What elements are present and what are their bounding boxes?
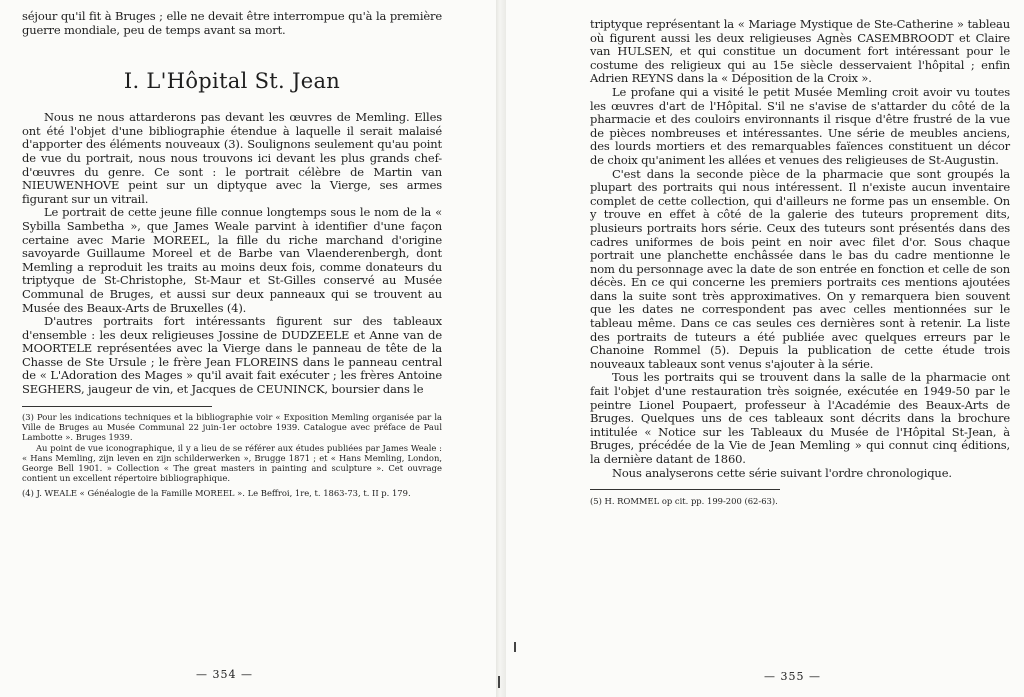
body-paragraph: Tous les portraits qui se trouvent dans la salle de la pharmacie ont fait l'objet d'une restauration très soignée, exécutée en 1949-50 par le peintre Lionel Poupaert, professeur à l'Académie des Beaux-Arts de Bruges. Quelques uns de ces tableaux sont décrits dans la brochure intitulée « Notice sur les Tableaux du Musée de l'Hôpital St-Jean, à Bruges, précédée de la Vie de Jean Memling » qui connut cinq éditions, la dernière datant de 1860. [590, 370, 1010, 466]
footnote-5: (5) H. ROMMEL op cit. pp. 199-200 (62-63). [590, 496, 778, 507]
body-paragraph: triptyque représentant la « Mariage Mystique de Ste-Catherine » tableau où figurent aussi les deux religieuses Agnès CASEMBROODT et Claire van HULSEN, et qui constitue un document fort intéressant pour le costume des religieux qui au 15e siècle desservaient l'hôpital ; enfin Adrien REYNS dans la « Déposition de la Croix ». [590, 17, 1010, 86]
chapter-title: I. L'Hôpital St. Jean [123, 69, 341, 94]
body-paragraph: Le profane qui a visité le petit Musée Memling croit avoir vu toutes les œuvres d'art de l'Hôpital. S'il ne s'avise de s'attarder du côté de la pharmacie et des couloirs environnants il risque d'être frustré de la vue de pièces nombreuses et intéressantes. Une série de meubles anciens, des lourds mortiers et des remarquables faïences constituent un décor de choix qu'animent les allées et venues des religieuses de St-Augustin. [590, 84, 1010, 167]
footnote-3-continuation: Au point de vue iconographique, il y a lieu de se référer aux études publiées par James Weale : « Hans Memling, zijn leven en zijn schilderwerken », Brugge 1871 ; et « Hans Memling, London, George Bell 1901. » Collection « The great masters in painting and sculpture ». Cet ouvrage contient un excellent répertoire bibliographique. [22, 442, 442, 484]
footnote-4: (4) J. WEALE « Généalogie de la Famille MOREEL ». Le Beffroi, 1re, t. 1863-73, t. II p. 179. [22, 487, 411, 498]
right-page [508, 0, 1024, 697]
body-paragraph: Le portrait de cette jeune fille connue longtemps sous le nom de la « Sybilla Sambetha », que James Weale parvint à identifier d'une façon certaine avec Marie MOREEL, la fille du riche marchand d'origine savoyarde Guillaume Moreel et de Barbe van Vlaenderenbergh, dont Memling a reproduit les traits au moins deux fois, comme donateurs du triptyque de St-Christophe, St-Maur et St-Gilles conservé au Musée Communal de Bruges, et aussi sur deux panneaux qui se trouvent au Musée des Beaux-Arts de Bruxelles (4). [22, 205, 442, 315]
body-paragraph: Nous ne nous attarderons pas devant les œuvres de Memling. Elles ont été l'objet d'une bibliographie étendue à laquelle il serait malaisé d'apporter des éléments nouveaux (3). Soulignons seulement qu'au point de vue du portrait, nous nous trouvons ici devant les plus grands chef-d'œuvres du genre. Ce sont : le portrait célèbre de Martin van NIEUWENHOVE peint sur un diptyque avec la Vierge, ses armes figurant sur un vitrail. [22, 110, 442, 206]
right-text-column [590, 18, 1010, 506]
left-text-column [22, 10, 442, 498]
gutter-mark [498, 676, 500, 688]
intro-text: séjour qu'il fit à Bruges ; elle ne devait être interrompue qu'à la première guerre mondiale, peu de temps avant sa mort. [22, 9, 442, 37]
footnote-3: (3) Pour les indications techniques et la bibliographie voir « Exposition Memling organisée par la Ville de Bruges au Musée Communal 22 juin-1er octobre 1939. Catalogue avec préface de Paul Lambotte ». Bruges 1939. [22, 411, 442, 443]
page-number-left: — 354 — [196, 668, 253, 681]
page-number-right: — 355 — [764, 670, 821, 683]
body-paragraph: Nous analyserons cette série suivant l'ordre chronologique. [612, 465, 952, 480]
body-paragraph: D'autres portraits fort intéressants figurent sur des tableaux d'ensemble : les deux religieuses Jossine de DUDZEELE et Anne van de MOORTELE représentées avec la Vierge dans le panneau de tête de la Chasse de Ste Ursule ; le frère Jean FLOREINS dans le panneau central de « L'Adoration des Mages » qu'il avait fait exécuter ; les frères Antoine SEGHERS, jaugeur de vin, et Jacques de CEUNINCK, boursier dans le [22, 314, 442, 397]
body-paragraph: C'est dans la seconde pièce de la pharmacie que sont groupés la plupart des portraits qui nous intéressent. Il n'existe aucun inventaire complet de cette collection, qui d'ailleurs ne forme pas un ensemble. On y trouve en effet à côté de la galerie des tuteurs proprement dits, plusieurs portraits hors série. Ceux des tuteurs sont présentés dans des cadres uniformes de bois peint en noir avec filet d'or. Sous chaque portrait une planchette enchâssée dans le bas du cadre mentionne le nom du personnage avec la date de son entrée en fonction et celle de son décès. En ce qui concerne les premiers portraits ces mentions ajoutées dans la suite sont très approximatives. On y remarquera bien souvent que les dates ne correspondent pas avec celles mentionnées sur le tableau même. Dans ce cas seules ces dernières sont à retenir. La liste des portraits de tuteurs a été publiée avec quelques erreurs par le Chanoine Rommel (5). Depuis la publication de cette étude trois nouveaux tableaux sont venus s'ajouter à la série. [590, 166, 1010, 371]
footnote-rule [590, 489, 780, 490]
left-page [0, 0, 498, 697]
footnote-rule [22, 406, 212, 407]
